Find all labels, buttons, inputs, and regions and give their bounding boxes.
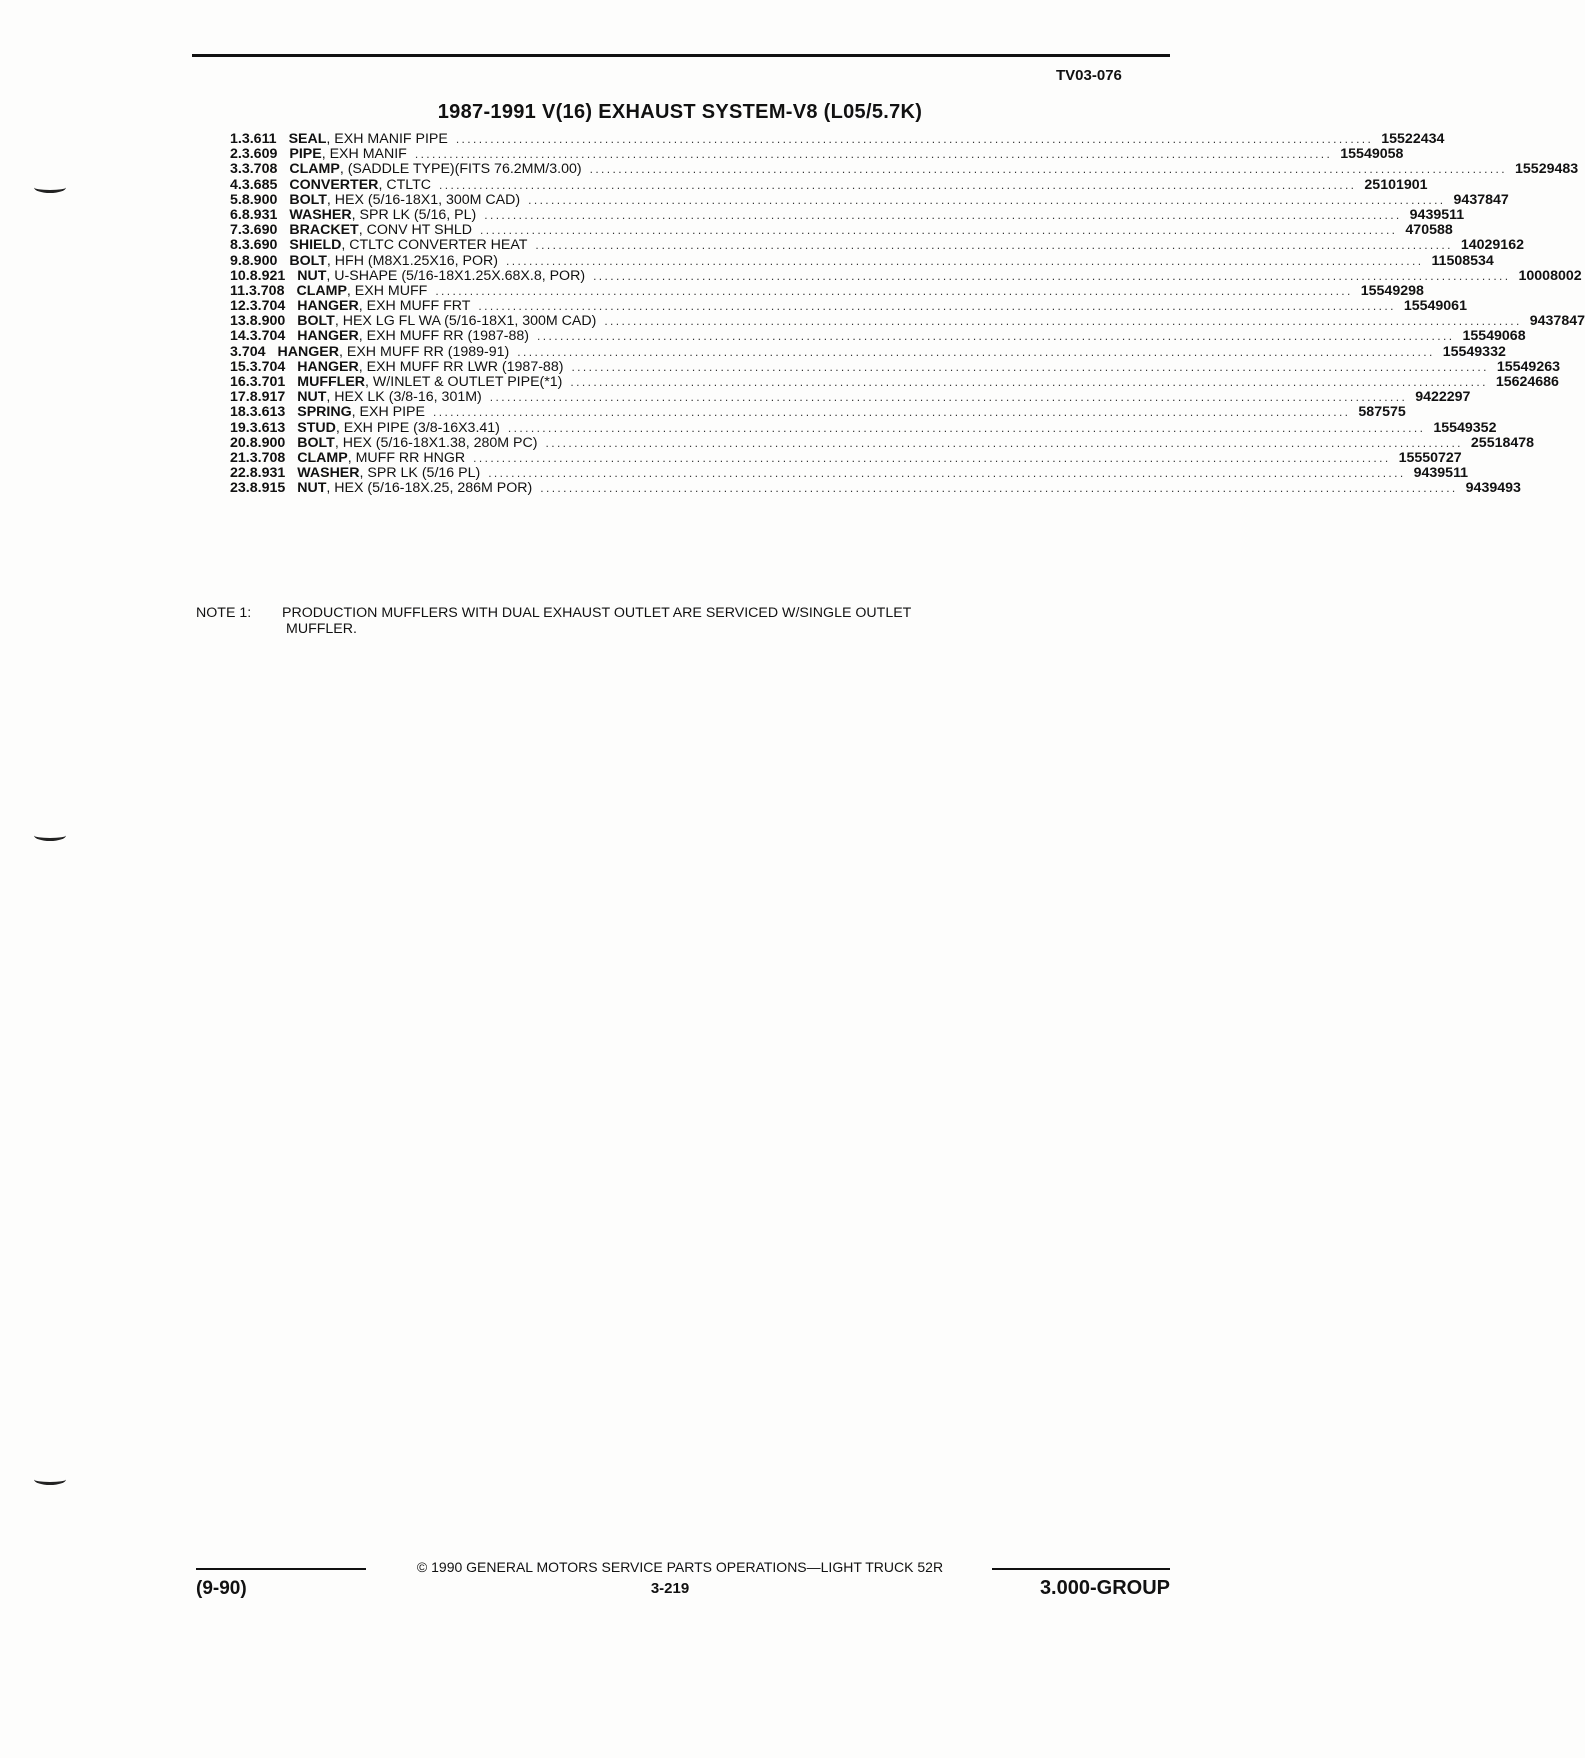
part-number: 15624686	[1495, 374, 1559, 390]
part-name: BOLT	[289, 252, 327, 269]
part-group-number: 3.613	[249, 404, 286, 421]
part-row	[230, 389, 1471, 406]
part-group-number: 3.704	[249, 358, 286, 375]
part-name: SHIELD	[289, 237, 342, 254]
dot-leader: ................................................................................................................................................................	[571, 359, 1489, 374]
page-code: TV03-076	[1056, 67, 1122, 84]
part-number: 9437847	[1529, 313, 1585, 330]
dot-leader: ................................................................................................................................................................	[506, 253, 1424, 268]
part-description: , EXH MANIF PIPE	[326, 131, 448, 147]
part-group-number: 3.701	[249, 374, 286, 390]
dot-leader: ................................................................................................................................................................	[545, 435, 1463, 450]
part-name: STUD	[297, 419, 336, 436]
binder-hole-mark	[34, 1474, 66, 1485]
part-row	[230, 449, 1462, 466]
binder-hole-mark	[34, 182, 66, 193]
dot-leader: ................................................................................................................................................................	[535, 238, 1453, 253]
dot-leader: ................................................................................................................................................................	[604, 314, 1522, 329]
part-group-number: 8.917	[249, 389, 286, 406]
dot-leader: ................................................................................................................................................................	[488, 466, 1406, 481]
note-text-line2: MUFFLER.	[286, 621, 357, 637]
part-ref-number: 18.	[230, 404, 250, 421]
part-description: , CONV HT SHLD	[358, 222, 472, 239]
part-name: WASHER	[289, 206, 352, 223]
part-number: 9439511	[1409, 206, 1465, 223]
part-number: 15549263	[1496, 358, 1560, 375]
part-group-number: 3.708	[248, 282, 285, 299]
footnote	[196, 605, 1096, 637]
part-description: , EXH MUFF RR (1989-91)	[339, 343, 510, 360]
part-group-number: 3.704	[249, 328, 286, 345]
part-number: 470588	[1405, 222, 1453, 239]
part-description: , EXH MUFF FRT	[358, 298, 471, 315]
part-group-number: 3.609	[241, 146, 278, 163]
part-name: CONVERTER	[289, 176, 379, 193]
part-number: 15549332	[1442, 343, 1506, 360]
part-row	[230, 161, 1579, 178]
part-ref-number: 21.	[230, 449, 250, 466]
part-group-number: 8.931	[241, 206, 278, 223]
part-row	[230, 358, 1560, 375]
part-name: BOLT	[297, 434, 335, 451]
part-ref-number: 6.	[230, 206, 242, 223]
part-number: 9439511	[1413, 465, 1469, 482]
part-row	[230, 176, 1428, 193]
part-ref-number: 2.	[230, 146, 242, 163]
part-number: 15522434	[1381, 131, 1445, 147]
part-name: BOLT	[289, 191, 327, 208]
dot-leader: ................................................................................................................................................................	[455, 132, 1374, 146]
part-ref-number: 23.	[230, 480, 250, 497]
dot-leader: ................................................................................................................................................................	[517, 344, 1435, 359]
part-row	[230, 465, 1469, 482]
part-name: MUFFLER	[297, 374, 366, 390]
part-row	[230, 419, 1497, 436]
part-ref-number: 16.	[230, 374, 250, 390]
part-group-number: 8.921	[249, 267, 286, 284]
dot-leader: ................................................................................................................................................................	[537, 329, 1455, 344]
part-ref-number: 14.	[230, 328, 250, 345]
part-number: 15529483	[1515, 161, 1579, 178]
part-ref-number: 20.	[230, 434, 250, 451]
dot-leader: ................................................................................................................................................................	[478, 299, 1396, 314]
part-row	[230, 298, 1467, 315]
dot-leader: ................................................................................................................................................................	[507, 420, 1426, 435]
part-row	[230, 282, 1424, 299]
part-ref-number: 10.	[230, 267, 250, 284]
page-number: 3-219	[650, 1580, 690, 1597]
part-row	[230, 237, 1524, 254]
dot-leader: ................................................................................................................................................................	[438, 177, 1357, 192]
part-description: , EXH MUFF	[346, 282, 428, 299]
part-ref-number: 5.	[230, 191, 242, 208]
part-description: , (SADDLE TYPE)(FITS 76.2MM/3.00)	[339, 161, 582, 178]
footer-rule-right	[992, 1568, 1170, 1570]
note-text-line1: PRODUCTION MUFFLERS WITH DUAL EXHAUST OUTLET ARE SERVICED W/SINGLE OUTLET	[282, 605, 912, 621]
part-ref-number: 7.	[230, 222, 242, 239]
part-description: , EXH MUFF RR LWR (1987-88)	[358, 358, 564, 375]
part-number: 14029162	[1460, 237, 1524, 254]
part-description: , HEX LK (3/8-16, 301M)	[326, 389, 482, 406]
part-ref-number: 3.	[230, 161, 242, 178]
part-row	[230, 222, 1453, 239]
part-number: 15549068	[1462, 328, 1526, 345]
part-name: NUT	[297, 267, 327, 284]
part-group-number: 8.900	[249, 434, 286, 451]
part-ref-number: 4.	[230, 176, 242, 193]
part-group-number: 8.900	[249, 313, 286, 330]
part-row	[230, 343, 1506, 360]
part-ref-number: 17.	[230, 389, 250, 406]
part-description: , HEX LG FL WA (5/16-18X1, 300M CAD)	[334, 313, 597, 330]
part-description: , EXH PIPE	[351, 404, 425, 421]
part-number: 9422297	[1415, 389, 1471, 406]
part-ref-number: 1.	[230, 131, 242, 147]
part-name: BOLT	[297, 313, 335, 330]
dot-leader: ................................................................................................................................................................	[435, 283, 1353, 298]
dot-leader: ................................................................................................................................................................	[484, 207, 1402, 222]
part-description: , U-SHAPE (5/16-18X1.25X.68X.8, POR)	[326, 267, 586, 284]
part-group-number: 3.685	[241, 176, 278, 193]
part-ref-number: 22.	[230, 465, 250, 482]
part-number: 10008002	[1518, 267, 1582, 284]
part-name: SEAL	[288, 131, 327, 147]
part-description: , MUFF RR HNGR	[347, 449, 466, 466]
part-number: 587575	[1358, 404, 1406, 421]
part-description: , EXH MANIF	[321, 146, 407, 163]
part-description: , EXH PIPE (3/8-16X3.41)	[335, 419, 500, 436]
part-row	[230, 480, 1521, 497]
part-group-number: 3.611	[241, 131, 277, 147]
part-description: , HEX (5/16-18X1.38, 280M PC)	[334, 434, 538, 451]
part-group-number: 3.704	[249, 298, 286, 315]
part-description: , SPR LK (5/16, PL)	[351, 206, 477, 223]
part-group-number: 3.690	[241, 222, 278, 239]
group-number: 3.000-GROUP	[1039, 1577, 1170, 1599]
part-group-number: 3.690	[241, 237, 278, 254]
part-group-number: 8.915	[249, 480, 286, 497]
part-row	[230, 434, 1535, 451]
part-description: , EXH MUFF RR (1987-88)	[358, 328, 530, 345]
top-rule	[192, 54, 1170, 57]
part-ref-number: 11.	[230, 282, 249, 299]
part-row	[230, 206, 1465, 223]
part-number: 25101901	[1364, 176, 1428, 193]
part-ref-number: 19.	[230, 419, 250, 436]
part-row	[230, 404, 1406, 421]
parts-list	[230, 131, 1585, 497]
part-name: NUT	[297, 389, 327, 406]
part-group-number: 3.708	[249, 449, 286, 466]
dot-leader: ................................................................................................................................................................	[528, 192, 1446, 207]
footer-rule-left	[196, 1568, 366, 1570]
part-number: 11508534	[1431, 252, 1494, 269]
part-group-number: 3.613	[249, 419, 286, 436]
part-row	[230, 131, 1445, 147]
part-name: HANGER	[297, 358, 359, 375]
part-name: NUT	[297, 480, 327, 497]
part-group-number: 8.900	[241, 191, 278, 208]
part-ref-number: 8.	[230, 237, 242, 254]
part-description: , SPR LK (5/16 PL)	[359, 465, 481, 482]
part-row	[230, 191, 1509, 208]
part-description: , W/INLET & OUTLET PIPE(*1)	[365, 374, 563, 390]
part-row	[230, 313, 1585, 330]
note-label: NOTE 1:	[196, 605, 252, 621]
part-name: WASHER	[297, 465, 360, 482]
part-group-number: 8.900	[241, 252, 278, 269]
part-number: 15549058	[1340, 146, 1404, 163]
dot-leader: ................................................................................................................................................................	[432, 405, 1351, 420]
part-ref-number: 9.	[230, 252, 242, 269]
dot-leader: ................................................................................................................................................................	[540, 481, 1458, 496]
part-group-number: 3.704	[230, 343, 266, 360]
part-number: 15549298	[1360, 282, 1424, 299]
part-ref-number: 13.	[230, 313, 250, 330]
part-name: HANGER	[297, 328, 359, 345]
part-name: BRACKET	[289, 222, 359, 239]
part-number: 25518478	[1470, 434, 1535, 451]
part-description: , HEX (5/16-18X.25, 286M POR)	[326, 480, 533, 497]
part-row	[230, 252, 1494, 269]
part-row	[230, 328, 1526, 345]
dot-leader: ................................................................................................................................................................	[593, 268, 1511, 283]
part-description: , HFH (M8X1.25X16, POR)	[326, 252, 499, 269]
dot-leader: ................................................................................................................................................................	[489, 390, 1408, 405]
part-row	[230, 374, 1559, 390]
part-name: CLAMP	[289, 161, 340, 178]
part-name: HANGER	[277, 343, 339, 360]
part-name: HANGER	[297, 298, 359, 315]
part-name: CLAMP	[297, 449, 348, 466]
part-row	[230, 267, 1582, 284]
part-ref-number: 12.	[230, 298, 250, 315]
part-row	[230, 146, 1404, 163]
part-group-number: 8.931	[249, 465, 286, 482]
part-description: , CTLTC	[378, 176, 431, 193]
part-name: SPRING	[297, 404, 352, 421]
part-group-number: 3.708	[241, 161, 278, 178]
part-number: 15550727	[1398, 449, 1462, 466]
part-description: , HEX (5/16-18X1, 300M CAD)	[326, 191, 521, 208]
dot-leader: ................................................................................................................................................................	[479, 223, 1398, 238]
dot-leader: ................................................................................................................................................................	[473, 450, 1391, 465]
binder-hole-mark	[34, 830, 66, 841]
part-name: PIPE	[289, 146, 322, 163]
part-number: 9439493	[1465, 480, 1521, 497]
copyright-line: © 1990 GENERAL MOTORS SERVICE PARTS OPERATIONS—LIGHT TRUCK 52R	[416, 1559, 944, 1575]
part-ref-number: 15.	[230, 358, 250, 375]
dot-leader: ................................................................................................................................................................	[414, 147, 1333, 162]
dot-leader: ................................................................................................................................................................	[589, 162, 1508, 177]
part-number: 9437847	[1453, 191, 1509, 208]
part-description: , CTLTC CONVERTER HEAT	[341, 237, 528, 254]
part-number: 15549061	[1403, 298, 1467, 315]
part-number: 15549352	[1433, 419, 1497, 436]
part-name: CLAMP	[296, 282, 347, 299]
revision-date: (9-90)	[196, 1578, 247, 1599]
dot-leader: ................................................................................................................................................................	[570, 375, 1488, 389]
page-title: 1987-1991 V(16) EXHAUST SYSTEM-V8 (L05/5.7K)	[437, 101, 923, 123]
